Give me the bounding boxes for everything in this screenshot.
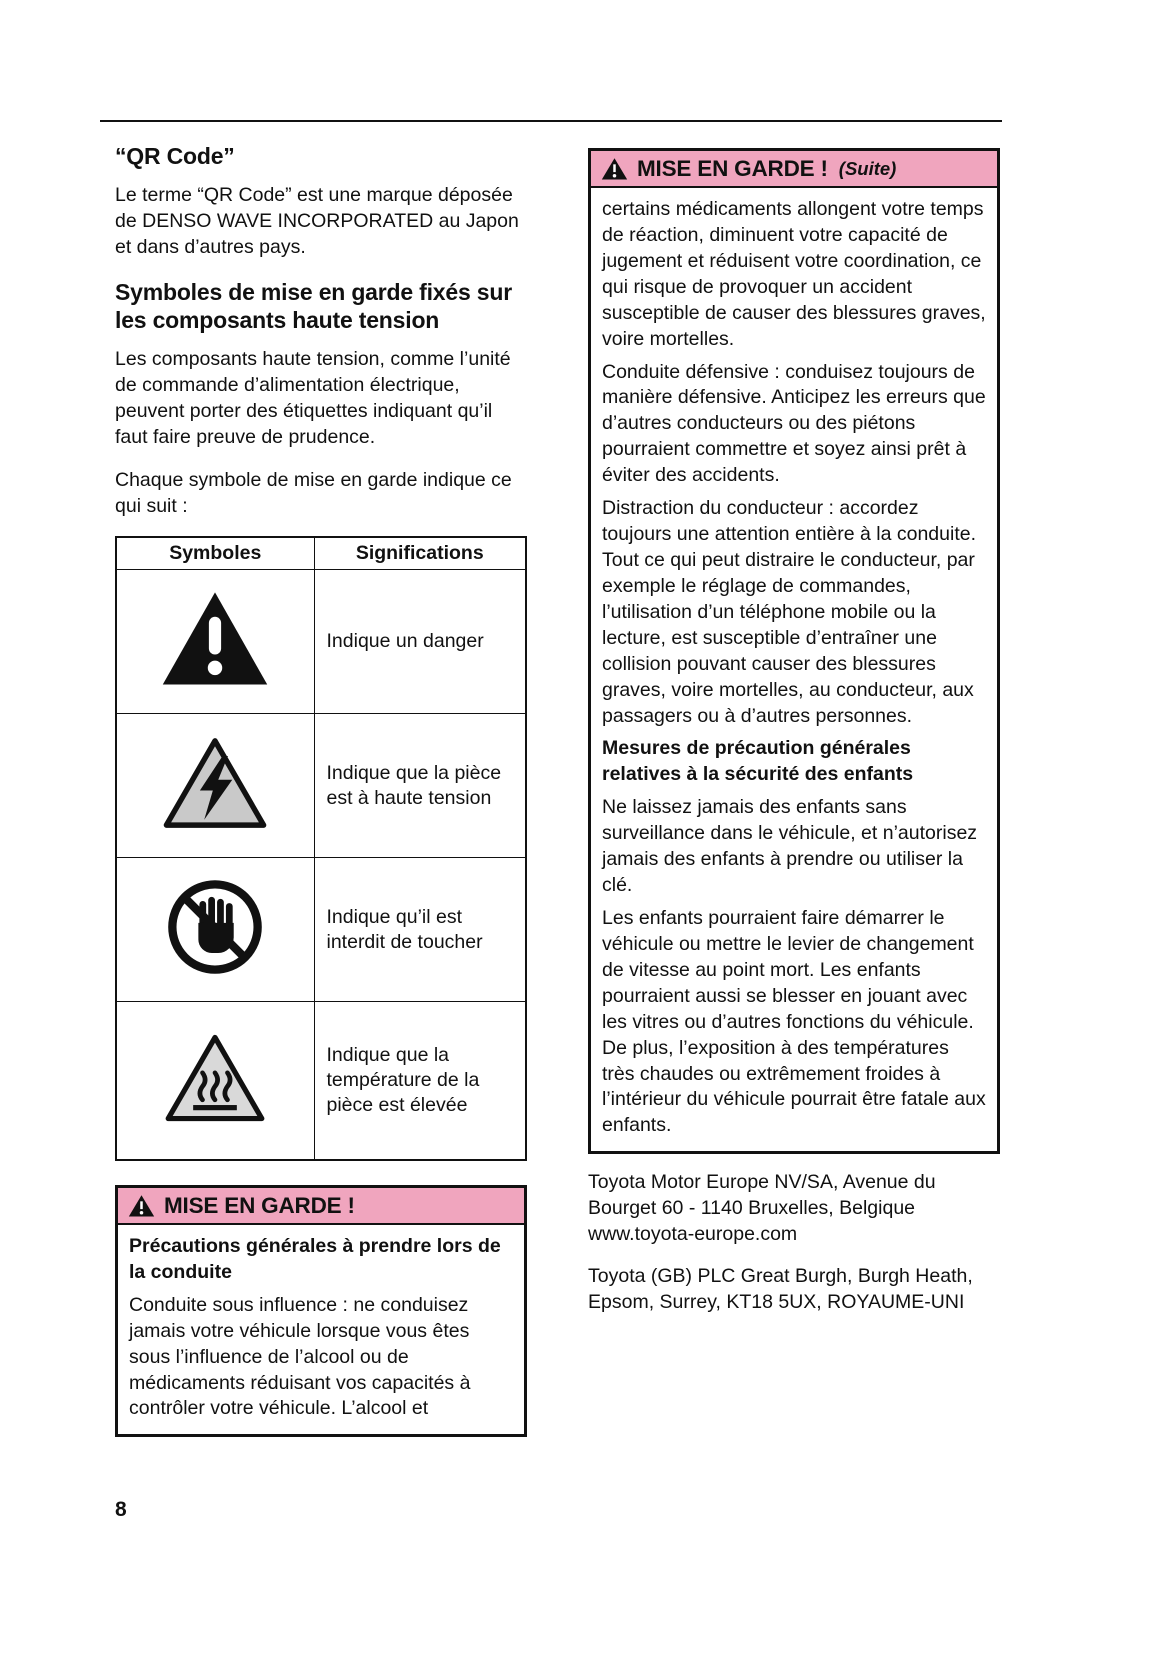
page-number: 8 xyxy=(115,1498,127,1521)
caution-paragraph: Les enfants pourraient faire démarrer le véhicule ou mettre le levier de changement de vitesse au point mort. Les enfants pourraient aussi se blesser en jouant avec les vitres ou d’autres fonctions du véhicule. De plus, l’exposition à des températures très chaudes ou extrêmement froides à l’intérieur du véhicule pourrait être fatale aux enfants. xyxy=(602,906,986,1137)
symbol-cell xyxy=(116,858,314,1002)
caution-box-header xyxy=(118,1188,524,1225)
table-row xyxy=(116,1002,526,1160)
hv-symbols-paragraph-2: Chaque symbole de mise en garde indique ce qui suit : xyxy=(115,468,512,517)
warning-triangle-icon xyxy=(128,1194,155,1218)
hv-symbols-heading: Symboles de mise en garde fixés sur les composants haute tension xyxy=(115,278,512,333)
symbol-meaning: Indique que la pièce est à haute tension xyxy=(314,714,526,858)
caution-paragraph: Distraction du conducteur : accordez toujours une attention entière à la conduite. Tout ce qui peut distraire le conducteur, par exemple le réglage de commandes, l’utilisation d’un téléphone mobile ou la lecture, est susceptible d’entraîner une collision pouvant causer des blessures graves, voire mortelles, au conducteur, aux passagers ou à d’autres personnes. xyxy=(602,497,977,727)
hv-symbols-paragraph-1: Les composants haute tension, comme l’unité de commande d’alimentation électrique, peuvent porter des étiquettes indiquant qu’il faut faire preuve de prudence. xyxy=(115,347,511,448)
qr-code-heading: “QR Code” xyxy=(115,143,235,169)
symbol-meaning: Indique que la température de la pièce est élevée xyxy=(314,1002,526,1160)
caution-box xyxy=(115,1185,527,1437)
danger-triangle-icon xyxy=(159,589,271,694)
top-divider-rule xyxy=(100,120,1002,122)
symbol-meaning: Indique un danger xyxy=(314,570,526,714)
table-header-row xyxy=(116,537,526,570)
table-header-symbols: Symboles xyxy=(116,537,314,570)
left-column xyxy=(115,142,527,1437)
caution-paragraph: Conduite défensive : conduisez toujours de manière défensive. Anticipez les erreurs que d’autres conducteurs ou des piétons pourraient commettre et soyez ainsi prêt à éviter des accidents. xyxy=(602,360,986,487)
caution-suite-label: (Suite) xyxy=(838,158,897,179)
symbol-meaning: Indique qu’il est interdit de toucher xyxy=(314,858,526,1002)
caution-box-body xyxy=(118,1225,524,1434)
table-row xyxy=(116,858,526,1002)
right-column xyxy=(588,148,1000,1316)
symbol-cell xyxy=(116,714,314,858)
caution-paragraph: Conduite sous influence : ne conduisez jamais votre véhicule lorsque vous êtes sous l’influence de l’alcool ou de médicaments réduisant vos capacités à contrôler votre véhicule. L’alcool et xyxy=(129,1293,471,1420)
toyota-gb-address: Toyota (GB) PLC Great Burgh, Burgh Heath, Epsom, Surrey, KT18 5UX, ROYAUME-UNI xyxy=(588,1265,973,1313)
warning-symbols-table xyxy=(115,536,527,1161)
symbol-cell xyxy=(116,570,314,714)
table-header-meanings: Significations xyxy=(314,537,526,570)
caution-title: MISE EN GARDE ! xyxy=(164,1192,355,1218)
toyota-europe-address: Toyota Motor Europe NV/SA, Avenue du Bourget 60 - 1140 Bruxelles, Belgique www.toyota-europe.com xyxy=(588,1171,936,1246)
caution-title: MISE EN GARDE ! xyxy=(637,156,828,181)
qr-code-paragraph: Le terme “QR Code” est une marque déposée de DENSO WAVE INCORPORATED au Japon et dans d’autres pays. xyxy=(115,184,519,258)
caution-paragraph: Ne laissez jamais des enfants sans surveillance dans le véhicule, et n’autorisez jamais des enfants à prendre ou utiliser la clé. xyxy=(602,796,978,897)
warning-triangle-icon xyxy=(601,157,628,181)
do-not-touch-icon xyxy=(163,875,267,984)
caution-paragraph: certains médicaments allongent votre temps de réaction, diminuent votre capacité de jugement et réduisent votre coordination, ce qui risque de provoquer un accident susceptible de causer des blessures graves, voire mortelles. xyxy=(602,198,986,350)
caution-box-header xyxy=(591,151,997,188)
caution-subheading: Mesures de précaution générales relatives à la sécurité des enfants xyxy=(602,737,914,786)
high-voltage-icon xyxy=(161,734,269,837)
symbol-cell xyxy=(116,1002,314,1160)
caution-box-body xyxy=(591,188,997,1151)
caution-subheading: Précautions générales à prendre lors de la conduite xyxy=(129,1234,501,1283)
caution-box-continued xyxy=(588,148,1000,1154)
table-row xyxy=(116,714,526,858)
hot-surface-icon xyxy=(163,1031,267,1130)
table-row xyxy=(116,570,526,714)
